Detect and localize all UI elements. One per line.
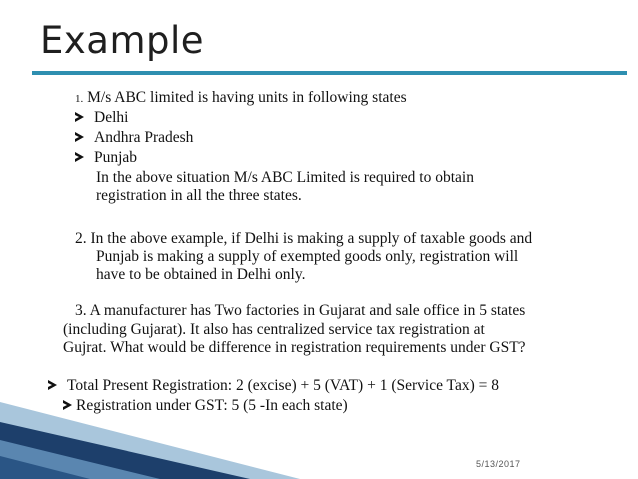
registration-under-gst: Registration under GST: 5 (5 -In each state) <box>63 396 348 415</box>
item-2-line-3: have to be obtained in Delhi only. <box>96 266 306 283</box>
item-1-text: M/s ABC limited is having units in following states <box>87 89 407 106</box>
item-3-line-2: (including Gujarat). It also has centralized service tax registration at <box>63 321 485 338</box>
item-2-line-1: 2. In the above example, if Delhi is making a supply of taxable goods and <box>75 230 533 247</box>
item-2-line-2: Punjab is making a supply of exempted goods only, registration will <box>96 248 519 265</box>
item-3-line-1: 3. A manufacturer has Two factories in Gujarat and sale office in 5 states <box>75 302 526 319</box>
slide-title: Example <box>40 19 205 62</box>
item-1-number: 1. <box>75 93 84 105</box>
state-item-andhra-pradesh: Andhra Pradesh <box>75 128 193 147</box>
item-1-note-line-1: In the above situation M/s ABC Limited is required to obtain <box>96 169 474 186</box>
total-present-registration: Total Present Registration: 2 (excise) + 5 (VAT) + 1 (Service Tax) = 8 <box>48 376 499 395</box>
slide-date: 5/13/2017 <box>476 459 521 469</box>
state-item-delhi: Delhi <box>75 108 128 127</box>
item-3-line-3: Gujrat. What would be difference in registration requirements under GST? <box>63 339 526 356</box>
state-item-punjab: Punjab <box>75 148 137 167</box>
item-1-note-line-2: registration in all the three states. <box>96 187 302 204</box>
